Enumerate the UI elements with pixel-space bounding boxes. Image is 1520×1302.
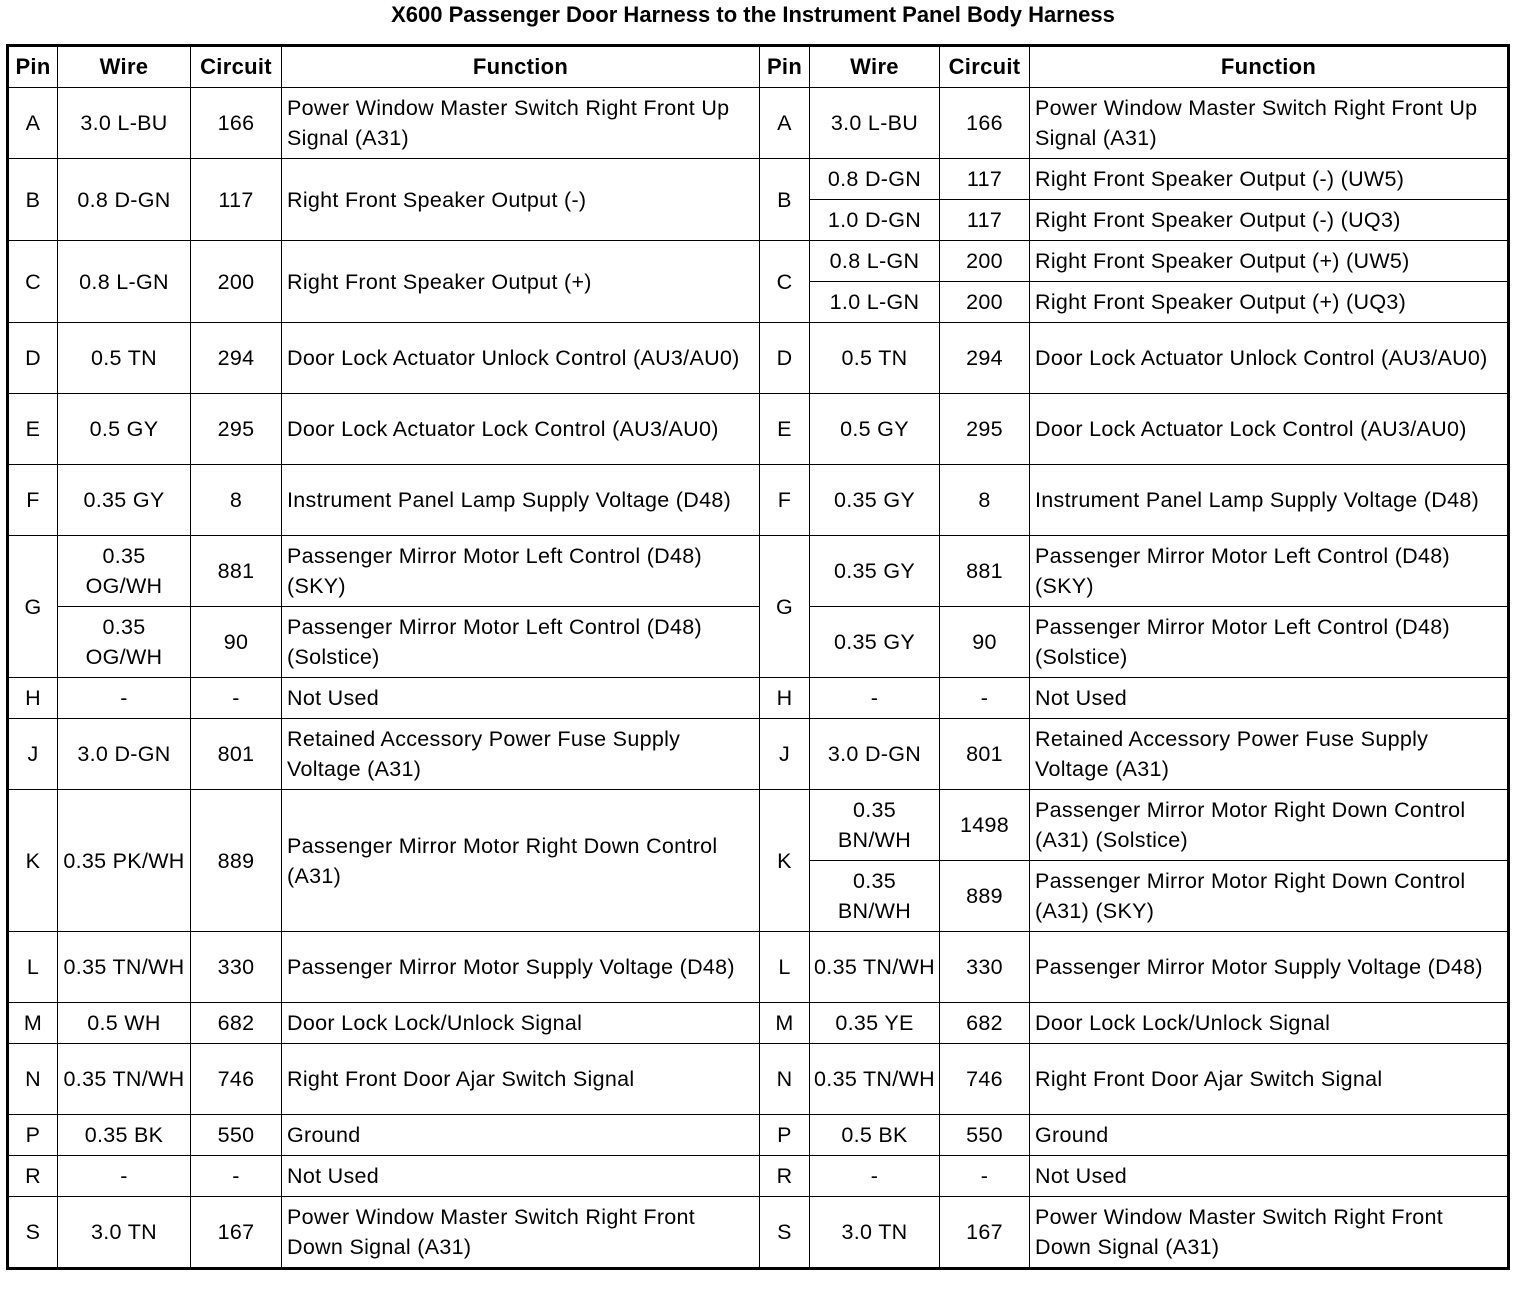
col-header-pin: Pin <box>8 46 58 88</box>
harness-table <box>6 44 1510 1270</box>
table-cell: 1.0 L-GN <box>810 282 940 323</box>
table-cell: 3.0 L-BU <box>58 88 191 159</box>
table-cell: L <box>760 932 810 1003</box>
table-cell: H <box>8 678 58 719</box>
table-cell: Power Window Master Switch Right Front Down Signal (A31) <box>282 1197 760 1269</box>
table-cell: Passenger Mirror Motor Right Down Control (A31) <box>282 790 760 932</box>
table-cell: Not Used <box>282 1156 760 1197</box>
table-row <box>8 719 1509 790</box>
col-header-wire: Wire <box>58 46 191 88</box>
table-cell: 295 <box>191 394 282 465</box>
table-body <box>8 88 1509 1269</box>
table-cell: Right Front Speaker Output (+) <box>282 241 760 323</box>
table-cell: 0.35 BN/WH <box>810 790 940 861</box>
table-row <box>8 1197 1509 1269</box>
table-cell: - <box>58 1156 191 1197</box>
table-cell: 746 <box>191 1044 282 1115</box>
table-cell: 0.35 TN/WH <box>58 932 191 1003</box>
table-cell: 294 <box>191 323 282 394</box>
table-cell: 0.35 GY <box>810 536 940 607</box>
table-cell: 801 <box>191 719 282 790</box>
table-cell: 889 <box>940 861 1030 932</box>
table-cell: Passenger Mirror Motor Right Down Control (A31) (SKY) <box>1030 861 1509 932</box>
table-cell: 682 <box>191 1003 282 1044</box>
table-cell: 0.35 BK <box>58 1115 191 1156</box>
table-cell: F <box>8 465 58 536</box>
table-row <box>8 790 1509 861</box>
page-title: X600 Passenger Door Harness to the Instrument Panel Body Harness <box>391 2 1115 27</box>
table-cell: K <box>8 790 58 932</box>
table-cell: 8 <box>191 465 282 536</box>
table-row <box>8 88 1509 159</box>
table-cell: C <box>760 241 810 323</box>
table-cell: 550 <box>191 1115 282 1156</box>
col-header-function: Function <box>1030 46 1509 88</box>
table-cell: 0.35 PK/WH <box>58 790 191 932</box>
table-cell: B <box>8 159 58 241</box>
table-cell: B <box>760 159 810 241</box>
table-row <box>8 607 1509 678</box>
table-row <box>8 1044 1509 1115</box>
table-cell: R <box>8 1156 58 1197</box>
table-cell: 0.5 GY <box>810 394 940 465</box>
table-cell: H <box>760 678 810 719</box>
table-cell: Not Used <box>1030 678 1509 719</box>
table-cell: Passenger Mirror Motor Left Control (D48) (Solstice) <box>282 607 760 678</box>
table-row <box>8 323 1509 394</box>
table-cell: 200 <box>940 241 1030 282</box>
table-cell: 3.0 D-GN <box>810 719 940 790</box>
table-row <box>8 465 1509 536</box>
table-cell: 167 <box>940 1197 1030 1269</box>
table-cell: 881 <box>191 536 282 607</box>
table-cell: 0.35 YE <box>810 1003 940 1044</box>
table-cell: F <box>760 465 810 536</box>
table-cell: Door Lock Actuator Unlock Control (AU3/AU0) <box>282 323 760 394</box>
table-cell: J <box>760 719 810 790</box>
table-cell: 746 <box>940 1044 1030 1115</box>
table-cell: 8 <box>940 465 1030 536</box>
table-cell: D <box>760 323 810 394</box>
table-cell: Power Window Master Switch Right Front Down Signal (A31) <box>1030 1197 1509 1269</box>
col-header-function: Function <box>282 46 760 88</box>
table-cell: 0.35 GY <box>58 465 191 536</box>
table-cell: Right Front Speaker Output (-) (UQ3) <box>1030 200 1509 241</box>
table-cell: - <box>810 678 940 719</box>
table-cell: Right Front Speaker Output (-) (UW5) <box>1030 159 1509 200</box>
table-cell: 0.8 L-GN <box>58 241 191 323</box>
table-cell: 1.0 D-GN <box>810 200 940 241</box>
table-cell: - <box>191 1156 282 1197</box>
table-row <box>8 678 1509 719</box>
table-cell: 0.35 BN/WH <box>810 861 940 932</box>
table-cell: 801 <box>940 719 1030 790</box>
table-cell: - <box>810 1156 940 1197</box>
table-cell: Not Used <box>1030 1156 1509 1197</box>
table-cell: J <box>8 719 58 790</box>
table-cell: 682 <box>940 1003 1030 1044</box>
table-cell: 200 <box>940 282 1030 323</box>
table-cell: Right Front Door Ajar Switch Signal <box>282 1044 760 1115</box>
table-cell: 3.0 TN <box>810 1197 940 1269</box>
table-row <box>8 1003 1509 1044</box>
table-cell: 881 <box>940 536 1030 607</box>
table-cell: 295 <box>940 394 1030 465</box>
table-cell: 550 <box>940 1115 1030 1156</box>
table-cell: 90 <box>940 607 1030 678</box>
table-cell: Instrument Panel Lamp Supply Voltage (D48) <box>282 465 760 536</box>
table-cell: P <box>8 1115 58 1156</box>
table-cell: - <box>940 678 1030 719</box>
table-cell: 3.0 TN <box>58 1197 191 1269</box>
table-cell: 0.8 L-GN <box>810 241 940 282</box>
table-row <box>8 536 1509 607</box>
table-cell: E <box>8 394 58 465</box>
col-header-pin: Pin <box>760 46 810 88</box>
table-cell: Door Lock Actuator Unlock Control (AU3/AU0) <box>1030 323 1509 394</box>
table-cell: 0.35 TN/WH <box>810 1044 940 1115</box>
table-cell: G <box>8 536 58 678</box>
table-cell: N <box>760 1044 810 1115</box>
table-cell: 3.0 D-GN <box>58 719 191 790</box>
table-cell: Retained Accessory Power Fuse Supply Voltage (A31) <box>282 719 760 790</box>
table-cell: E <box>760 394 810 465</box>
table-cell: A <box>8 88 58 159</box>
table-cell: 294 <box>940 323 1030 394</box>
table-cell: K <box>760 790 810 932</box>
table-cell: 3.0 L-BU <box>810 88 940 159</box>
table-cell: S <box>8 1197 58 1269</box>
table-cell: - <box>940 1156 1030 1197</box>
table-cell: - <box>191 678 282 719</box>
table-cell: 117 <box>940 200 1030 241</box>
table-cell: Passenger Mirror Motor Supply Voltage (D48) <box>282 932 760 1003</box>
table-cell: 330 <box>191 932 282 1003</box>
table-cell: 1498 <box>940 790 1030 861</box>
table-cell: M <box>8 1003 58 1044</box>
table-cell: A <box>760 88 810 159</box>
table-cell: Passenger Mirror Motor Left Control (D48) (SKY) <box>282 536 760 607</box>
table-cell: N <box>8 1044 58 1115</box>
table-cell: 0.35 OG/WH <box>58 607 191 678</box>
table-cell: 0.5 TN <box>810 323 940 394</box>
table-cell: G <box>760 536 810 678</box>
table-cell: 200 <box>191 241 282 323</box>
table-cell: Door Lock Lock/Unlock Signal <box>1030 1003 1509 1044</box>
table-cell: S <box>760 1197 810 1269</box>
table-cell: Door Lock Actuator Lock Control (AU3/AU0) <box>282 394 760 465</box>
table-cell: Passenger Mirror Motor Right Down Control (A31) (Solstice) <box>1030 790 1509 861</box>
table-cell: 0.5 WH <box>58 1003 191 1044</box>
table-row <box>8 1115 1509 1156</box>
table-cell: Passenger Mirror Motor Left Control (D48) (Solstice) <box>1030 607 1509 678</box>
table-cell: R <box>760 1156 810 1197</box>
table-row <box>8 932 1509 1003</box>
header-row <box>8 46 1509 88</box>
table-cell: 90 <box>191 607 282 678</box>
table-cell: 0.35 OG/WH <box>58 536 191 607</box>
table-cell: Door Lock Actuator Lock Control (AU3/AU0) <box>1030 394 1509 465</box>
table-cell: 0.8 D-GN <box>810 159 940 200</box>
table-row <box>8 159 1509 200</box>
table-cell: Right Front Speaker Output (+) (UQ3) <box>1030 282 1509 323</box>
table-cell: 117 <box>191 159 282 241</box>
table-cell: Passenger Mirror Motor Supply Voltage (D48) <box>1030 932 1509 1003</box>
table-cell: 0.5 TN <box>58 323 191 394</box>
table-cell: 0.35 GY <box>810 465 940 536</box>
table-cell: 0.35 TN/WH <box>810 932 940 1003</box>
table-cell: D <box>8 323 58 394</box>
table-cell: Power Window Master Switch Right Front Up Signal (A31) <box>1030 88 1509 159</box>
table-cell: C <box>8 241 58 323</box>
table-cell: 0.35 GY <box>810 607 940 678</box>
table-cell: 0.8 D-GN <box>58 159 191 241</box>
table-cell: L <box>8 932 58 1003</box>
table-row <box>8 241 1509 282</box>
table-row <box>8 1156 1509 1197</box>
table-cell: Ground <box>1030 1115 1509 1156</box>
table-cell: Passenger Mirror Motor Left Control (D48) (SKY) <box>1030 536 1509 607</box>
table-cell: Not Used <box>282 678 760 719</box>
table-cell: Right Front Door Ajar Switch Signal <box>1030 1044 1509 1115</box>
table-cell: Instrument Panel Lamp Supply Voltage (D48) <box>1030 465 1509 536</box>
table-cell: 166 <box>191 88 282 159</box>
table-cell: 0.5 GY <box>58 394 191 465</box>
table-cell: 167 <box>191 1197 282 1269</box>
table-cell: 0.5 BK <box>810 1115 940 1156</box>
table-cell: 330 <box>940 932 1030 1003</box>
col-header-circuit: Circuit <box>191 46 282 88</box>
table-cell: 0.35 TN/WH <box>58 1044 191 1115</box>
table-cell: M <box>760 1003 810 1044</box>
table-cell: Ground <box>282 1115 760 1156</box>
table-cell: P <box>760 1115 810 1156</box>
table-cell: Power Window Master Switch Right Front Up Signal (A31) <box>282 88 760 159</box>
table-cell: - <box>58 678 191 719</box>
table-cell: Retained Accessory Power Fuse Supply Voltage (A31) <box>1030 719 1509 790</box>
table-cell: 166 <box>940 88 1030 159</box>
col-header-wire: Wire <box>810 46 940 88</box>
table-cell: Right Front Speaker Output (+) (UW5) <box>1030 241 1509 282</box>
table-cell: 889 <box>191 790 282 932</box>
table-cell: Door Lock Lock/Unlock Signal <box>282 1003 760 1044</box>
table-row <box>8 394 1509 465</box>
table-cell: Right Front Speaker Output (-) <box>282 159 760 241</box>
table-cell: 117 <box>940 159 1030 200</box>
col-header-circuit: Circuit <box>940 46 1030 88</box>
